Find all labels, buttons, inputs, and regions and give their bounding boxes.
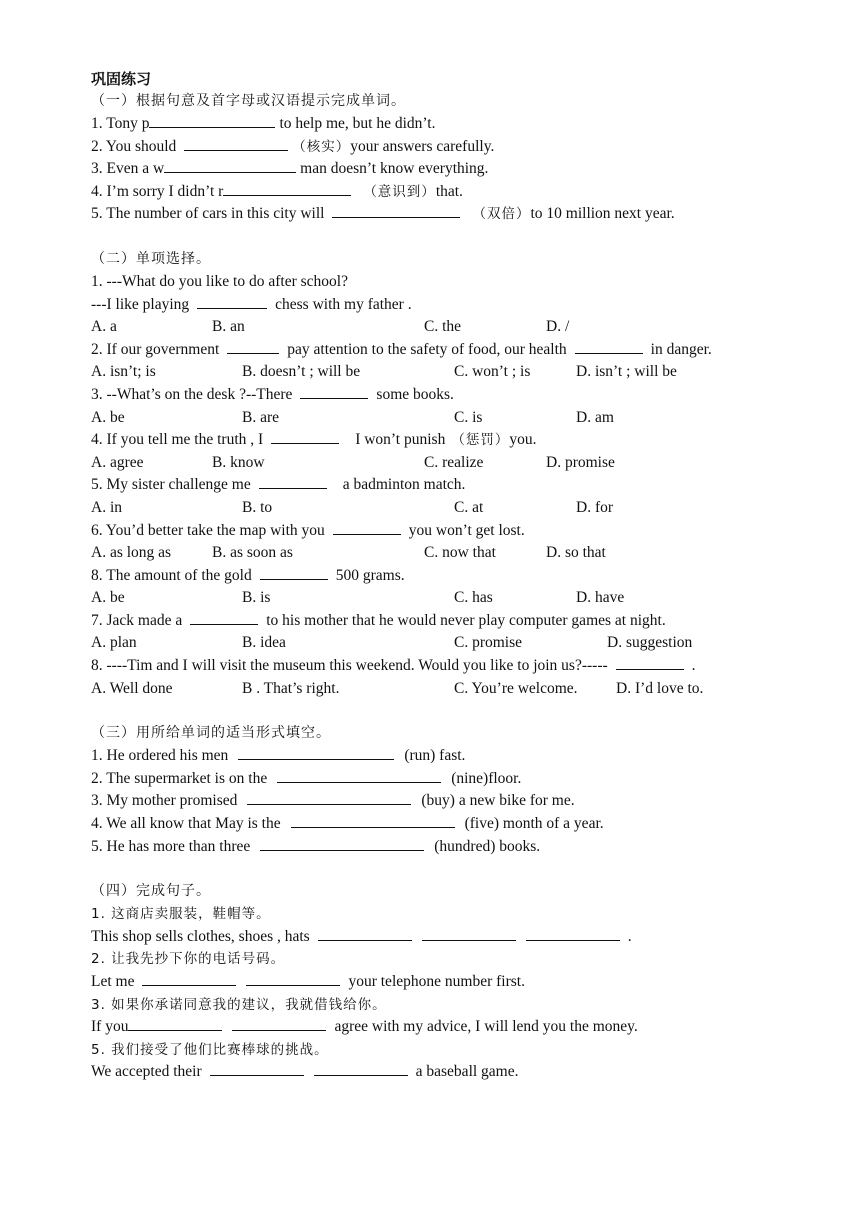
s4-sentence-3 [91, 1016, 831, 1039]
s3-question-2 [91, 768, 831, 791]
option-a[interactable]: A. plan [91, 634, 137, 652]
s4-sentence-4 [91, 1061, 831, 1084]
s3-question-5 [91, 836, 831, 859]
text: you won’t get lost. [408, 521, 525, 539]
text: (buy) a new bike for me. [421, 792, 575, 810]
text: 8. The amount of the gold [91, 566, 252, 584]
s3-question-3 [91, 790, 831, 813]
s2-question-1: 1. ---What do you like to do after school? [91, 272, 348, 290]
s4-prompt-3: 3. 如果你承诺同意我的建议，我就借钱给你。 [91, 996, 387, 1013]
option-b[interactable]: B. doesn’t ; will be [242, 363, 361, 381]
text: . [691, 657, 696, 675]
text: 1. He ordered his men [91, 747, 229, 765]
text: 5. The number of cars in this city will [91, 205, 325, 223]
option-b[interactable]: B. is [242, 589, 271, 607]
s1-question-5 [91, 203, 831, 226]
answer-blank[interactable] [247, 790, 411, 805]
option-a[interactable]: A. be [91, 589, 125, 607]
answer-blank[interactable] [526, 926, 620, 941]
answer-blank[interactable] [259, 474, 327, 489]
s4-sentence-2 [91, 971, 831, 994]
option-b[interactable]: B. are [242, 408, 280, 426]
text: in danger. [650, 340, 712, 358]
text: 5. My sister challenge me [91, 476, 251, 494]
option-a[interactable]: A. a [91, 318, 117, 336]
answer-blank[interactable] [575, 339, 643, 354]
text: 4. We all know that May is the [91, 815, 281, 833]
answer-blank[interactable] [197, 294, 267, 309]
option-c[interactable]: C. You’re welcome. [454, 679, 578, 697]
option-a[interactable]: A. Well done [91, 679, 173, 697]
option-d[interactable]: D. so that [546, 544, 606, 562]
text: agree with my advice, I will lend you the money. [334, 1018, 638, 1036]
s1-question-4 [91, 181, 831, 204]
text: 8. ----Tim and I will visit the museum this weekend. Would you like to join us?----- [91, 657, 608, 675]
text: ---I like playing [91, 295, 190, 313]
text: that. [435, 182, 463, 200]
text: your answers carefully. [350, 137, 495, 155]
option-c[interactable]: C. has [454, 589, 493, 607]
s2-question-8 [91, 610, 831, 633]
answer-blank[interactable] [223, 181, 351, 196]
text: (hundred) books. [434, 837, 541, 855]
option-b[interactable]: B. know [212, 453, 265, 471]
text: 2. The supermarket is on the [91, 769, 268, 787]
text: 6. You’d better take the map with you [91, 521, 325, 539]
text: chess with my father . [275, 295, 412, 313]
s1-question-1 [91, 113, 831, 136]
text: Let me [91, 973, 135, 990]
text: We accepted their [91, 1063, 202, 1081]
section-2-heading: （二）单项选择。 [91, 250, 211, 267]
option-a[interactable]: A. in [91, 498, 122, 516]
text: (nine)floor. [451, 769, 522, 787]
option-c[interactable]: C. the [424, 318, 462, 336]
option-a[interactable]: A. isn’t; is [91, 363, 156, 381]
answer-blank[interactable] [277, 768, 441, 783]
answer-blank[interactable] [271, 429, 339, 444]
option-d[interactable]: D. I’d love to. [616, 679, 704, 697]
s4-prompt-2: 2. 让我先抄下你的电话号码。 [91, 951, 286, 968]
option-d[interactable]: D. have [576, 589, 625, 607]
text: 2. You should [91, 137, 177, 155]
spacer [91, 226, 831, 248]
s2-options-6 [91, 542, 831, 565]
s2-question-9 [91, 655, 831, 678]
text: If you [91, 1018, 129, 1036]
hint: （双倍） [472, 206, 531, 223]
option-d[interactable]: D. isn’t ; will be [576, 363, 677, 381]
option-c[interactable]: C. now that [424, 544, 496, 562]
text: your telephone number first. [348, 973, 525, 990]
answer-blank[interactable] [149, 113, 275, 128]
s3-question-1 [91, 745, 831, 768]
option-a[interactable]: A. be [91, 408, 125, 426]
answer-blank[interactable] [128, 1016, 222, 1031]
answer-blank[interactable] [291, 813, 455, 828]
answer-blank[interactable] [333, 520, 401, 535]
hint: （核实） [292, 138, 351, 155]
s2-question-4 [91, 429, 831, 452]
text: a badminton match. [342, 476, 466, 494]
hint: （意识到） [363, 183, 436, 200]
spacer [91, 858, 831, 880]
s2-options-9 [91, 678, 831, 701]
text: 3. Even a w [91, 160, 165, 178]
text: a baseball game. [415, 1063, 519, 1081]
text: 2. If our government [91, 340, 220, 358]
s4-sentence-1 [91, 926, 831, 949]
option-a[interactable]: A. agree [91, 453, 144, 471]
section-1-heading: （一）根据句意及首字母或汉语提示完成单词。 [91, 93, 406, 109]
answer-blank[interactable] [260, 565, 328, 580]
s2-options-8 [91, 632, 831, 655]
s3-question-4 [91, 813, 831, 836]
s4-prompt-1: 1. 这商店卖服装，鞋帽等。 [91, 906, 271, 923]
s2-question-3 [91, 384, 831, 407]
answer-blank[interactable] [238, 745, 394, 760]
text: 7. Jack made a [91, 611, 183, 629]
text: 4. If you tell me the truth , I [91, 431, 264, 449]
answer-blank[interactable] [227, 339, 279, 354]
option-b[interactable]: B. as soon as [212, 544, 293, 562]
text: to help me, but he didn’t. [279, 115, 436, 132]
text: man doesn’t know everything. [300, 160, 489, 178]
option-c[interactable]: C. won’t ; is [454, 363, 531, 381]
s2-question-1-answer [91, 294, 831, 317]
answer-blank[interactable] [246, 971, 340, 986]
text: 3. --What’s on the desk ?--There [91, 385, 293, 403]
answer-blank[interactable] [314, 1061, 408, 1076]
option-c[interactable]: C. is [454, 408, 483, 426]
s2-options-1 [91, 316, 831, 339]
text: some books. [376, 385, 454, 403]
text: (run) fast. [404, 747, 466, 765]
option-b[interactable]: B. idea [242, 634, 286, 652]
section-4-heading: （四）完成句子。 [91, 883, 211, 900]
text: pay attention to the safety of food, our health [287, 340, 567, 358]
s2-options-5 [91, 497, 831, 520]
answer-blank[interactable] [232, 1016, 326, 1031]
option-b[interactable]: B. an [212, 318, 245, 336]
answer-blank[interactable] [190, 610, 258, 625]
text: 3. My mother promised [91, 792, 238, 810]
s2-question-5 [91, 474, 831, 497]
s2-options-3 [91, 407, 831, 430]
s2-question-6 [91, 520, 831, 543]
option-d[interactable]: D. am [576, 408, 614, 426]
text: I won’t punish [355, 431, 446, 449]
s2-options-7 [91, 587, 831, 610]
text: . [627, 927, 632, 945]
text: (five) month of a year. [464, 815, 604, 833]
option-b[interactable]: B . That’s right. [242, 679, 340, 697]
answer-blank[interactable] [142, 971, 236, 986]
section-3-heading: （三）用所给单词的适当形式填空。 [91, 725, 331, 742]
text: 1. Tony p [91, 115, 150, 132]
answer-blank[interactable] [210, 1061, 304, 1076]
answer-blank[interactable] [184, 136, 288, 151]
text: to 10 million next year. [530, 205, 675, 223]
answer-blank[interactable] [164, 158, 296, 173]
text: 500 grams. [335, 566, 405, 584]
answer-blank[interactable] [318, 926, 412, 941]
text: This shop sells clothes, shoes , hats [91, 927, 310, 945]
text: 4. I’m sorry I didn’t r [91, 182, 224, 200]
answer-blank[interactable] [300, 384, 368, 399]
s4-prompt-4: 5. 我们接受了他们比赛棒球的挑战。 [91, 1041, 329, 1058]
worksheet [91, 68, 831, 1084]
option-b[interactable]: B. to [242, 498, 273, 516]
worksheet-title: 巩固练习 [91, 70, 152, 88]
option-c[interactable]: C. at [454, 498, 484, 516]
option-c[interactable]: C. promise [454, 634, 523, 652]
s2-question-2 [91, 339, 831, 362]
option-d[interactable]: D. / [546, 318, 570, 336]
s2-question-7 [91, 565, 831, 588]
s1-question-2 [91, 136, 831, 159]
text: to his mother that he would never play computer games at night. [266, 611, 666, 629]
answer-blank[interactable] [332, 203, 460, 218]
text: you. [509, 431, 537, 449]
option-c[interactable]: C. realize [424, 453, 484, 471]
answer-blank[interactable] [616, 655, 684, 670]
answer-blank[interactable] [260, 836, 424, 851]
answer-blank[interactable] [422, 926, 516, 941]
spacer [91, 700, 831, 722]
text: 5. He has more than three [91, 837, 251, 855]
option-d[interactable]: D. for [576, 498, 614, 516]
s2-options-2 [91, 361, 831, 384]
s2-options-4 [91, 452, 831, 475]
option-d[interactable]: D. suggestion [607, 634, 693, 652]
option-a[interactable]: A. as long as [91, 544, 172, 562]
s1-question-3 [91, 158, 831, 181]
option-d[interactable]: D. promise [546, 453, 615, 471]
hint: （惩罚） [451, 432, 510, 449]
